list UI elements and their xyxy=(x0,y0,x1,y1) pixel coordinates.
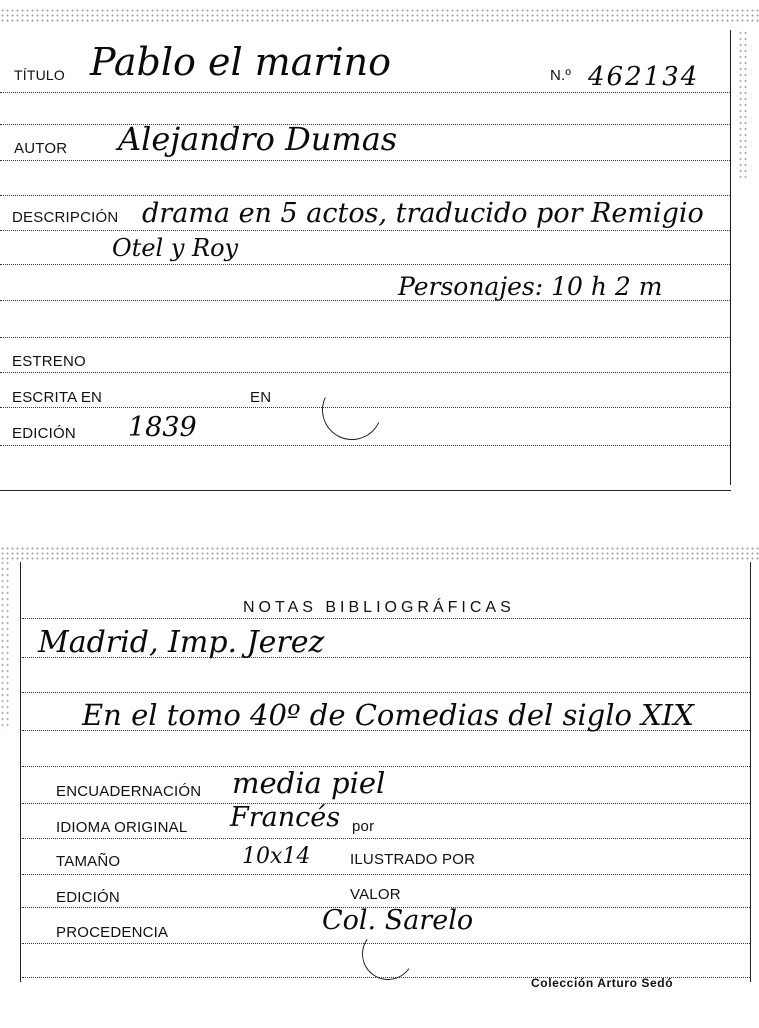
ruled-line xyxy=(22,618,750,619)
value-idioma-original: Francés xyxy=(230,802,341,833)
card-top-torn-edge xyxy=(0,8,759,22)
catalog-card-top xyxy=(0,0,759,495)
value-autor: Alejandro Dumas xyxy=(118,120,398,158)
value-encuadernacion: media piel xyxy=(232,766,386,800)
value-descripcion-line1: drama en 5 actos, traducido por Remigio xyxy=(142,198,704,229)
catalog-card-bottom xyxy=(0,540,759,1028)
value-numero: 462134 xyxy=(588,62,700,92)
label-autor: AUTOR xyxy=(14,140,68,157)
label-tamano: TAMAÑO xyxy=(56,853,121,870)
card-side-noise xyxy=(738,30,748,180)
ruled-line xyxy=(0,445,730,446)
stamp-mark xyxy=(314,372,391,449)
note-line-1: Madrid, Imp. Jerez xyxy=(38,625,325,660)
ruled-line xyxy=(22,692,750,693)
label-ilustrado-por: ILUSTRADO POR xyxy=(350,851,476,868)
collection-footer: Colección Arturo Sedó xyxy=(531,976,674,990)
value-procedencia: Col. Sarelo xyxy=(322,905,474,936)
value-titulo: Pablo el marino xyxy=(90,40,392,84)
label-descripcion: DESCRIPCIÓN xyxy=(12,209,119,226)
label-titulo: TÍTULO xyxy=(14,67,65,83)
label-escrita-en: ESCRITA EN xyxy=(12,389,103,406)
label-valor: VALOR xyxy=(350,886,401,903)
label-edicion: EDICIÓN xyxy=(12,425,76,442)
ruled-line xyxy=(0,372,730,373)
card-left-edge xyxy=(20,562,21,982)
card-right-edge xyxy=(730,30,731,485)
label-procedencia: PROCEDENCIA xyxy=(56,924,169,941)
value-personajes: Personajes: 10 h 2 m xyxy=(398,272,663,301)
ruled-line xyxy=(0,264,730,265)
card-bottom-edge xyxy=(0,490,731,491)
label-numero: N.º xyxy=(550,67,572,84)
label-estreno: ESTRENO xyxy=(12,353,86,370)
label-edicion: EDICIÓN xyxy=(56,889,120,906)
section-heading: NOTAS BIBLIOGRÁFICAS xyxy=(243,599,515,616)
ruled-line xyxy=(22,803,750,804)
ruled-line xyxy=(22,874,750,875)
card-right-edge xyxy=(750,562,751,982)
card-side-noise xyxy=(0,560,10,730)
ruled-line xyxy=(0,195,730,196)
ruled-line xyxy=(22,838,750,839)
ruled-line xyxy=(0,230,730,231)
note-line-2: En el tomo 40º de Comedias del siglo XIX xyxy=(82,698,694,732)
value-tamano: 10x14 xyxy=(242,844,311,869)
label-por: por xyxy=(352,818,375,835)
value-edicion: 1839 xyxy=(128,412,197,443)
value-descripcion-line2: Otel y Roy xyxy=(112,234,239,262)
ruled-line xyxy=(0,160,730,161)
ruled-line xyxy=(0,92,730,93)
ruled-line xyxy=(22,766,750,767)
label-idioma-original: IDIOMA ORIGINAL xyxy=(56,819,188,836)
ruled-line xyxy=(0,337,730,338)
label-en: EN xyxy=(250,389,272,406)
label-encuadernacion: ENCUADERNACIÓN xyxy=(56,783,202,800)
card-top-torn-edge xyxy=(0,546,759,560)
